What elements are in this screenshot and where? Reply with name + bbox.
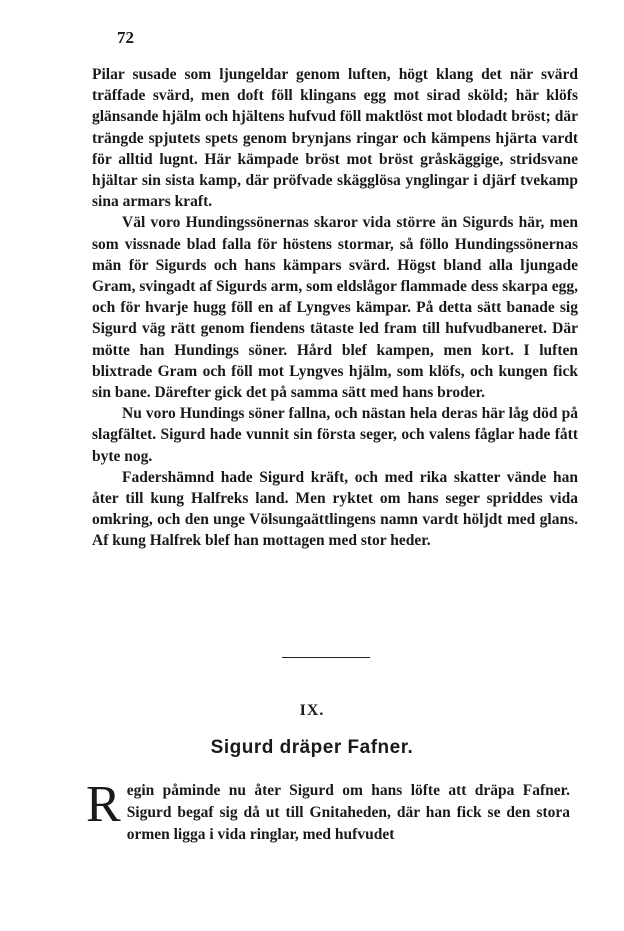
chapter-title: Sigurd dräper Fafner. bbox=[210, 737, 414, 758]
page-number: 72 bbox=[117, 28, 134, 47]
chapter-opening-text: egin påminde nu åter Sigurd om hans löfte att dräpa Fafner. Sigurd begaf sig då ut till Gnitaheden, där han fick se den stora ormen ligga i vida ringlar, med hufvudet bbox=[126, 782, 570, 843]
paragraph-4: Fadershämnd hade Sigurd kräft, och med rika skatter vände han åter till kung Halfreks land. Men ryktet om hans seger spriddes vida omkring, och den unge Völsungaättlingens namn vardt höljdt med glans. Af kung Halfrek blef han mottagen med stor heder. bbox=[92, 468, 578, 550]
paragraph-3: Nu voro Hundings söner fallna, och nästan hela deras här låg död på slagfältet. Sigurd hade vunnit sin första seger, och valens fåglar hade fått byte nog. bbox=[92, 405, 578, 465]
drop-cap: R bbox=[86, 776, 121, 833]
chapter-opening-paragraph bbox=[86, 776, 570, 846]
body-text bbox=[92, 64, 578, 552]
paragraph-1: Pilar susade som ljungeldar genom luften, högt klang det när svärd träffade svärd, men doft föll klingans egg mot sirad sköld; här klöfs glänsande hjälm och hjältens hufvud föll maktlöst mot blodadt bröst; där trängde spjutets spets genom brynjans ringar och kämpens hjärta vardt för alltid lugnt. Här kämpade bröst mot bröst gråskäggige, stridsvane hjältar sin sista kamp, där pröfvade skägglösa ynglingar i djärf tvekamp sina armars kraft. bbox=[92, 66, 578, 211]
section-divider bbox=[282, 657, 370, 658]
paragraph-2: Väl voro Hundingssönernas skaror vida större än Sigurds här, men som vissnade blad falla för höstens stormar, så föllo Hundingssönernas män för Sigurds och hans kämpars svärd. Högst bland alla ljungade Gram, svingadt af Sigurds arm, som eldslågor flammade dess skarpa egg, och för hvarje hugg föll en af Lyngves kämpar. På detta sätt banade sig Sigurd väg rätt genom fiendens tätaste led fram till hufvudbaneret. Där mötte han Hundings söner. Hård blef kampen, men kort. I luften blixtrade Gram och föll mot Lyngves hjälm, som klöfs, och kungen fick sin bane. Därefter gick det på samma sätt med hans broder. bbox=[92, 214, 578, 402]
chapter-number: IX. bbox=[299, 702, 325, 719]
